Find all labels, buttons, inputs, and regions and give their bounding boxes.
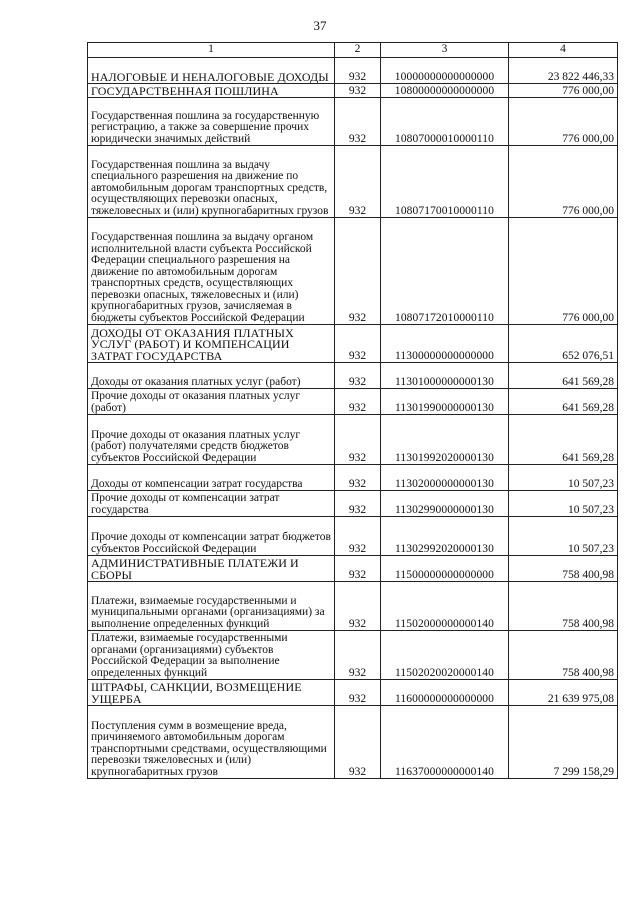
revenue-name: ГОСУДАРСТВЕННАЯ ПОШЛИНА <box>88 84 335 98</box>
amount: 7 299 158,29 <box>509 706 618 779</box>
budget-classification-code: 11637000000000140 <box>381 706 509 779</box>
budget-classification-code: 11600000000000000 <box>381 680 509 706</box>
revenue-name: НАЛОГОВЫЕ И НЕНАЛОГОВЫЕ ДОХОДЫ <box>88 58 335 84</box>
revenue-name: Государственная пошлина за государственную регистрацию, а также за совершение прочих юридически значимых действий <box>88 98 335 146</box>
amount: 652 076,51 <box>509 325 618 363</box>
revenue-name: ДОХОДЫ ОТ ОКАЗАНИЯ ПЛАТНЫХ УСЛУГ (РАБОТ) И КОМПЕНСАЦИИ ЗАТРАТ ГОСУДАРСТВА <box>88 325 335 363</box>
admin-code: 932 <box>335 389 381 415</box>
admin-code: 932 <box>335 363 381 389</box>
budget-classification-code: 11302990000000130 <box>381 491 509 517</box>
revenue-name: Прочие доходы от оказания платных услуг (работ) <box>88 389 335 415</box>
revenue-name: Платежи, взимаемые государственными и муниципальными органами (организациями) за выполнение определенных функций <box>88 582 335 631</box>
revenue-name: Государственная пошлина за выдачу специального разрешения на движение по автомобильным дорогам транспортных средств, осуществляющих перевозки опасных, тяжеловесных и (или) крупногабаритных грузов <box>88 146 335 218</box>
budget-classification-code: 11301000000000130 <box>381 363 509 389</box>
budget-classification-code: 11301990000000130 <box>381 389 509 415</box>
budget-classification-code: 11300000000000000 <box>381 325 509 363</box>
budget-classification-code: 11302000000000130 <box>381 465 509 491</box>
amount: 758 400,98 <box>509 582 618 631</box>
revenue-name: Прочие доходы от компенсации затрат бюджетов субъектов Российской Федерации <box>88 517 335 556</box>
budget-classification-code: 11502000000000140 <box>381 582 509 631</box>
column-header-4: 4 <box>509 43 618 58</box>
column-header-2: 2 <box>335 43 381 58</box>
amount: 10 507,23 <box>509 491 618 517</box>
admin-code: 932 <box>335 98 381 146</box>
amount: 776 000,00 <box>509 84 618 98</box>
table-row <box>88 556 618 582</box>
table-row <box>88 146 618 218</box>
table-row <box>88 325 618 363</box>
revenue-name: Прочие доходы от компенсации затрат государства <box>88 491 335 517</box>
page-number: 37 <box>313 18 327 33</box>
amount: 641 569,28 <box>509 389 618 415</box>
admin-code: 932 <box>335 84 381 98</box>
admin-code: 932 <box>335 517 381 556</box>
table-row <box>88 84 618 98</box>
amount: 776 000,00 <box>509 98 618 146</box>
budget-classification-code: 11302992020000130 <box>381 517 509 556</box>
admin-code: 932 <box>335 491 381 517</box>
budget-classification-code: 11301992020000130 <box>381 415 509 465</box>
budget-classification-code: 11502020020000140 <box>381 631 509 680</box>
amount: 758 400,98 <box>509 556 618 582</box>
revenue-name: Поступления сумм в возмещение вреда, причиняемого автомобильным дорогам транспортными средствами, осуществляющими перевозки тяжеловесных и (или) крупногабаритных грузов <box>88 706 335 779</box>
revenue-table <box>87 42 618 779</box>
table-row <box>88 389 618 415</box>
revenue-name: Платежи, взимаемые государственными органами (организациями) субъектов Российской Федерации за выполнение определенных функций <box>88 631 335 680</box>
amount: 758 400,98 <box>509 631 618 680</box>
table-row <box>88 415 618 465</box>
budget-classification-code: 10000000000000000 <box>381 58 509 84</box>
admin-code: 932 <box>335 146 381 218</box>
admin-code: 932 <box>335 465 381 491</box>
budget-classification-code: 10800000000000000 <box>381 84 509 98</box>
table-row <box>88 491 618 517</box>
admin-code: 932 <box>335 325 381 363</box>
amount: 23 822 446,33 <box>509 58 618 84</box>
table-row <box>88 58 618 84</box>
amount: 10 507,23 <box>509 517 618 556</box>
table-row <box>88 363 618 389</box>
admin-code: 932 <box>335 582 381 631</box>
revenue-name: ШТРАФЫ, САНКЦИИ, ВОЗМЕЩЕНИЕ УЩЕРБА <box>88 680 335 706</box>
amount: 776 000,00 <box>509 146 618 218</box>
budget-classification-code: 10807172010000110 <box>381 218 509 325</box>
amount: 21 639 975,08 <box>509 680 618 706</box>
admin-code: 932 <box>335 556 381 582</box>
amount: 10 507,23 <box>509 465 618 491</box>
table-row <box>88 218 618 325</box>
column-header-1: 1 <box>88 43 335 58</box>
table-row <box>88 680 618 706</box>
table-row <box>88 517 618 556</box>
budget-classification-code: 10807170010000110 <box>381 146 509 218</box>
revenue-name: Доходы от оказания платных услуг (работ) <box>88 363 335 389</box>
admin-code: 932 <box>335 631 381 680</box>
revenue-name: Прочие доходы от оказания платных услуг (работ) получателями средств бюджетов субъектов Российской Федерации <box>88 415 335 465</box>
budget-classification-code: 11500000000000000 <box>381 556 509 582</box>
table-header-row <box>88 43 618 58</box>
admin-code: 932 <box>335 218 381 325</box>
admin-code: 932 <box>335 680 381 706</box>
table-row <box>88 706 618 779</box>
budget-classification-code: 10807000010000110 <box>381 98 509 146</box>
column-header-3: 3 <box>381 43 509 58</box>
table-row <box>88 465 618 491</box>
admin-code: 932 <box>335 415 381 465</box>
revenue-name: Доходы от компенсации затрат государства <box>88 465 335 491</box>
amount: 641 569,28 <box>509 415 618 465</box>
table-row <box>88 582 618 631</box>
admin-code: 932 <box>335 58 381 84</box>
revenue-name: АДМИНИСТРАТИВНЫЕ ПЛАТЕЖИ И СБОРЫ <box>88 556 335 582</box>
table-row <box>88 631 618 680</box>
amount: 776 000,00 <box>509 218 618 325</box>
amount: 641 569,28 <box>509 363 618 389</box>
admin-code: 932 <box>335 706 381 779</box>
table-row <box>88 98 618 146</box>
revenue-name: Государственная пошлина за выдачу органом исполнительной власти субъекта Российской Федерации специального разрешения на движение по автомобильным дорогам транспортных средств, осуществляющих перевозки опасных, тяжеловесных и (или) крупногабаритных грузов, зачисляемая в бюджеты субъектов Российской Федерации <box>88 218 335 325</box>
